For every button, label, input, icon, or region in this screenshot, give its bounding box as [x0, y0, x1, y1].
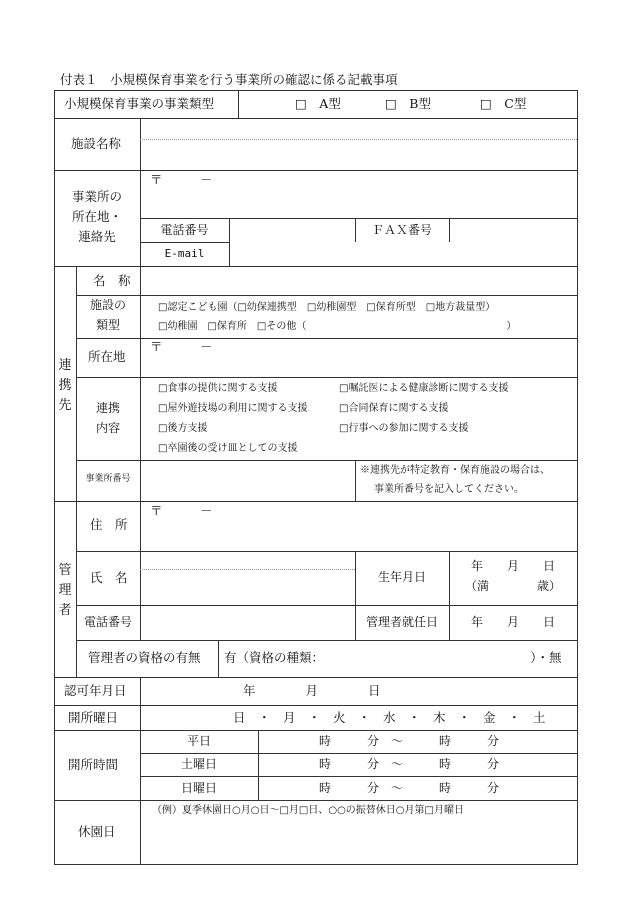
- partner-address-label: 所在地: [88, 349, 126, 364]
- approval-date-value[interactable]: 年 月 日: [243, 683, 381, 698]
- col-line: [140, 118, 141, 266]
- row-line: [54, 170, 578, 171]
- row-line: [76, 377, 578, 378]
- manager-birthdate-label: 生年月日: [377, 570, 426, 584]
- location-postal-code-field[interactable]: 〒 －: [150, 172, 213, 187]
- partner-section-label: 連携先: [58, 358, 72, 413]
- row-line: [76, 295, 578, 296]
- manager-qualification-value[interactable]: 有（資格の種類： ）・無: [224, 650, 562, 665]
- form-caption: 付表１ 小規模保育事業を行う事業所の確認に係る記載事項: [60, 72, 398, 87]
- location-fax-label: ＦＡＸ番号: [371, 223, 432, 237]
- row-line: [54, 118, 578, 119]
- col-line: [258, 730, 259, 800]
- col-line: [140, 266, 141, 640]
- row-line: [54, 501, 578, 502]
- approval-date-label: 認可年月日: [64, 683, 127, 698]
- partner-kind-options-line2[interactable]: □幼稚園 □保育所 □その他（ ）: [158, 321, 517, 332]
- table-border-right: [577, 90, 578, 865]
- partner-name-label: 名 称: [93, 273, 131, 288]
- manager-birthdate-value-line2[interactable]: （満 歳）: [464, 579, 561, 593]
- col-line: [229, 218, 230, 266]
- support-checkbox-playground[interactable]: □屋外遊技場の利用に関する支援: [158, 403, 308, 414]
- location-label-line2: 所在地・: [71, 209, 122, 224]
- partner-office-number-note-line2: 事業所番号を記入してください。: [374, 484, 524, 495]
- manager-tel-label: 電話番号: [84, 615, 133, 629]
- row-line: [140, 218, 578, 219]
- hours-row-weekday-time[interactable]: 時 分 ～ 時 分: [319, 734, 500, 748]
- row-line: [76, 605, 578, 606]
- support-checkbox-joint-care[interactable]: □合同保育に関する支援: [339, 403, 449, 414]
- holidays-example-text: （例）夏季休園日○月○日～□月□日、○○の振替休日○月第□月曜日: [152, 805, 464, 816]
- col-line: [449, 218, 450, 242]
- row-line: [76, 551, 578, 552]
- hours-row-weekday-label: 平日: [186, 734, 211, 748]
- type-a-checkbox[interactable]: □ A型: [295, 96, 341, 111]
- facility-name-writing-line: [140, 139, 577, 140]
- row-line: [54, 730, 578, 731]
- partner-kind-options-line1[interactable]: □認定こども園（□幼保連携型 □幼稚園型 □保育所型 □地方裁量型）: [158, 302, 496, 313]
- facility-name-label: 施設名称: [71, 136, 122, 151]
- holidays-label: 休園日: [78, 824, 116, 839]
- table-border-bottom: [54, 864, 578, 865]
- support-checkbox-events[interactable]: □行事への参加に関する支援: [339, 423, 469, 434]
- table-border-top: [54, 90, 578, 91]
- support-checkbox-health-check[interactable]: □嘱託医による健康診断に関する支援: [339, 383, 509, 394]
- row-line: [54, 677, 578, 678]
- manager-birthdate-value-line1[interactable]: 年 月 日: [470, 559, 555, 573]
- location-label-line1: 事業所の: [71, 189, 122, 204]
- opening-days-label: 開所曜日: [68, 710, 119, 725]
- manager-address-label: 住 所: [90, 517, 128, 532]
- partner-content-label-line2: 内容: [95, 421, 120, 435]
- row-line: [54, 266, 578, 267]
- hours-row-sunday-time[interactable]: 時 分 ～ 時 分: [319, 781, 500, 795]
- manager-section-label: 管理者: [58, 563, 72, 618]
- row-line: [54, 705, 578, 706]
- manager-name-writing-line: [140, 569, 355, 570]
- location-tel-label: 電話番号: [160, 223, 209, 237]
- manager-appointment-date-label: 管理者就任日: [365, 615, 438, 629]
- support-checkbox-backup[interactable]: □後方支援: [158, 423, 208, 434]
- manager-name-label: 氏 名: [90, 570, 128, 585]
- location-email-label: E-mail: [164, 247, 205, 260]
- partner-office-number-note-line1: ※連携先が特定教育・保育施設の場合は、: [360, 465, 550, 476]
- opening-hours-label: 開所時間: [68, 757, 119, 772]
- type-b-checkbox[interactable]: □ B型: [385, 96, 431, 111]
- row-line: [140, 753, 578, 754]
- partner-postal-code-field[interactable]: 〒 －: [150, 339, 213, 354]
- row-line: [140, 776, 578, 777]
- location-label-line3: 連絡先: [78, 229, 116, 244]
- row-line: [140, 242, 229, 243]
- col-line: [355, 460, 356, 501]
- partner-office-number-label: 事業所番号: [85, 474, 131, 484]
- partner-kind-label-line1: 施設の: [89, 298, 126, 312]
- support-checkbox-meal[interactable]: □食事の提供に関する支援: [158, 383, 278, 394]
- row-line: [54, 800, 578, 801]
- partner-content-label-line1: 連携: [95, 401, 120, 415]
- type-c-checkbox[interactable]: □ C型: [480, 96, 527, 111]
- opening-days-options[interactable]: 日 ・ 月 ・ 火 ・ 水 ・ 木 ・ 金 ・ 土: [233, 710, 546, 725]
- manager-postal-code-field[interactable]: 〒 －: [150, 503, 213, 518]
- row-line: [76, 640, 578, 641]
- col-line: [218, 640, 219, 677]
- col-line: [238, 90, 239, 118]
- manager-qualification-label: 管理者の資格の有無: [88, 650, 201, 665]
- partner-kind-label-line2: 類型: [95, 318, 120, 332]
- hours-row-saturday-label: 土曜日: [180, 757, 217, 771]
- manager-appointment-date-value[interactable]: 年 月 日: [470, 615, 555, 629]
- row-line: [76, 460, 578, 461]
- table-border-left: [54, 90, 55, 865]
- support-checkbox-after-graduation[interactable]: □卒園後の受け皿としての支援: [158, 443, 298, 454]
- hours-row-sunday-label: 日曜日: [180, 781, 217, 795]
- hours-row-saturday-time[interactable]: 時 分 ～ 時 分: [319, 757, 500, 771]
- business-type-label: 小規模保育事業の事業類型: [64, 96, 215, 111]
